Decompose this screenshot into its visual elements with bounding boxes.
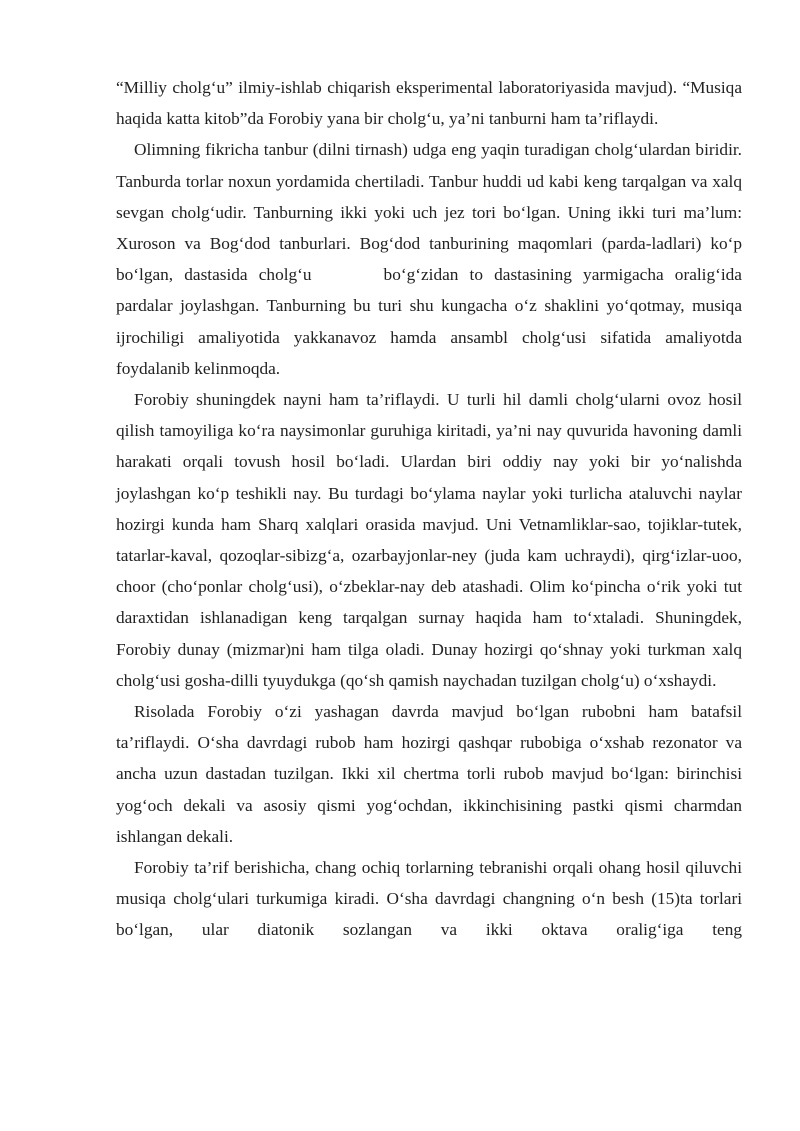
paragraph-4 xyxy=(116,696,742,852)
paragraph-2 xyxy=(116,134,742,384)
paragraph-2-text-end: bo‘g‘zidan to dastasining yarmigacha oralig‘ida pardalar joylashgan. Tanburning bu turi shu kungacha o‘z shaklini yo‘qotmay, musiqa ijrochiligi amaliyotida yakkanavoz hamda ansambl cholg‘usi sifatida amaliyotda foydalanib kelinmoqda. xyxy=(116,265,742,378)
paragraph-4-text: Risolada Forobiy o‘zi yashagan davrda mavjud bo‘lgan rubobni ham batafsil ta’riflaydi. O‘sha davrdagi rubob ham hozirgi qashqar rubobiga o‘xshab rezonator va ancha uzun dastadan tuzilgan. Ikki xil chertma torli rubob mavjud bo‘lgan: birinchisi yog‘och dekali va asosiy qismi yog‘ochdan, ikkinchisining pastki qismi charmdan ishlangan dekali. xyxy=(116,702,742,846)
document-page xyxy=(116,72,742,946)
paragraph-2-text-start: Olimning fikricha tanbur (dilni tirnash) udga eng yaqin turadigan cholg‘ulardan biridir. Tanburda torlar noxun yordamida chertiladi. Tanbur huddi ud kabi keng tarqalgan va xalq sevgan cholg‘udir. Tanburning ikki yoki uch jez tori bo‘lgan. Uning ikki turi ma’lum: Xuroson va Bog‘dod tanburlari. Bog‘dod tanburining maqomlari (parda-ladlari) ko‘p bo‘lgan, dastasida cholg‘u xyxy=(116,140,742,285)
paragraph-5 xyxy=(116,852,742,946)
paragraph-5-text: Forobiy ta’rif berishicha, chang ochiq torlarning tebranishi orqali ohang hosil qiluvchi musiqa cholg‘ulari turkumiga kiradi. O‘sha davrdagi changning o‘n besh (15)ta torlari bo‘lgan, ular diatonik sozlangan va ikki oktava oralig‘iga teng xyxy=(116,858,742,940)
paragraph-1 xyxy=(116,72,742,134)
paragraph-3 xyxy=(116,384,742,696)
paragraph-3-text: Forobiy shuningdek nayni ham ta’riflaydi. U turli hil damli cholg‘ularni ovoz hosil qilish tamoyiliga ko‘ra naysimonlar guruhiga kiritadi, ya’ni nay quvurida havoning damli harakati orqali tovush hosil bo‘ladi. Ulardan biri oddiy nay yoki bir yo‘nalishda joylashgan ko‘p teshikli nay. Bu turdagi bo‘ylama naylar yoki turlicha ataluvchi naylar hozirgi kunda ham Sharq xalqlari orasida mavjud. Uni Vetnamliklar-sao, tojiklar-tutek, tatarlar-kaval, qozoqlar-sibizg‘a, ozarbayjonlar-ney (juda kam uchraydi), qirg‘izlar-uoo, choor (cho‘ponlar cholg‘usi), o‘zbeklar-nay deb atashadi. Olim ko‘pincha o‘rik yoki tut daraxtidan ishlanadigan keng tarqalgan surnay haqida ham to‘xtaladi. Shuningdek, Forobiy dunay (mizmar)ni ham tilga oladi. Dunay hozirgi qo‘shnay yoki turkman xalq cholg‘usi gosha-dilli tyuydukga (qo‘sh qamish naychadan tuzilgan cholg‘u) o‘xshaydi. xyxy=(116,390,742,690)
paragraph-1-text: “Milliy cholg‘u” ilmiy-ishlab chiqarish eksperimental laboratoriyasida mavjud). “Musiqa haqida katta kitob”da Forobiy yana bir cholg‘u, ya’ni tanburni ham ta’riflaydi. xyxy=(116,78,742,129)
